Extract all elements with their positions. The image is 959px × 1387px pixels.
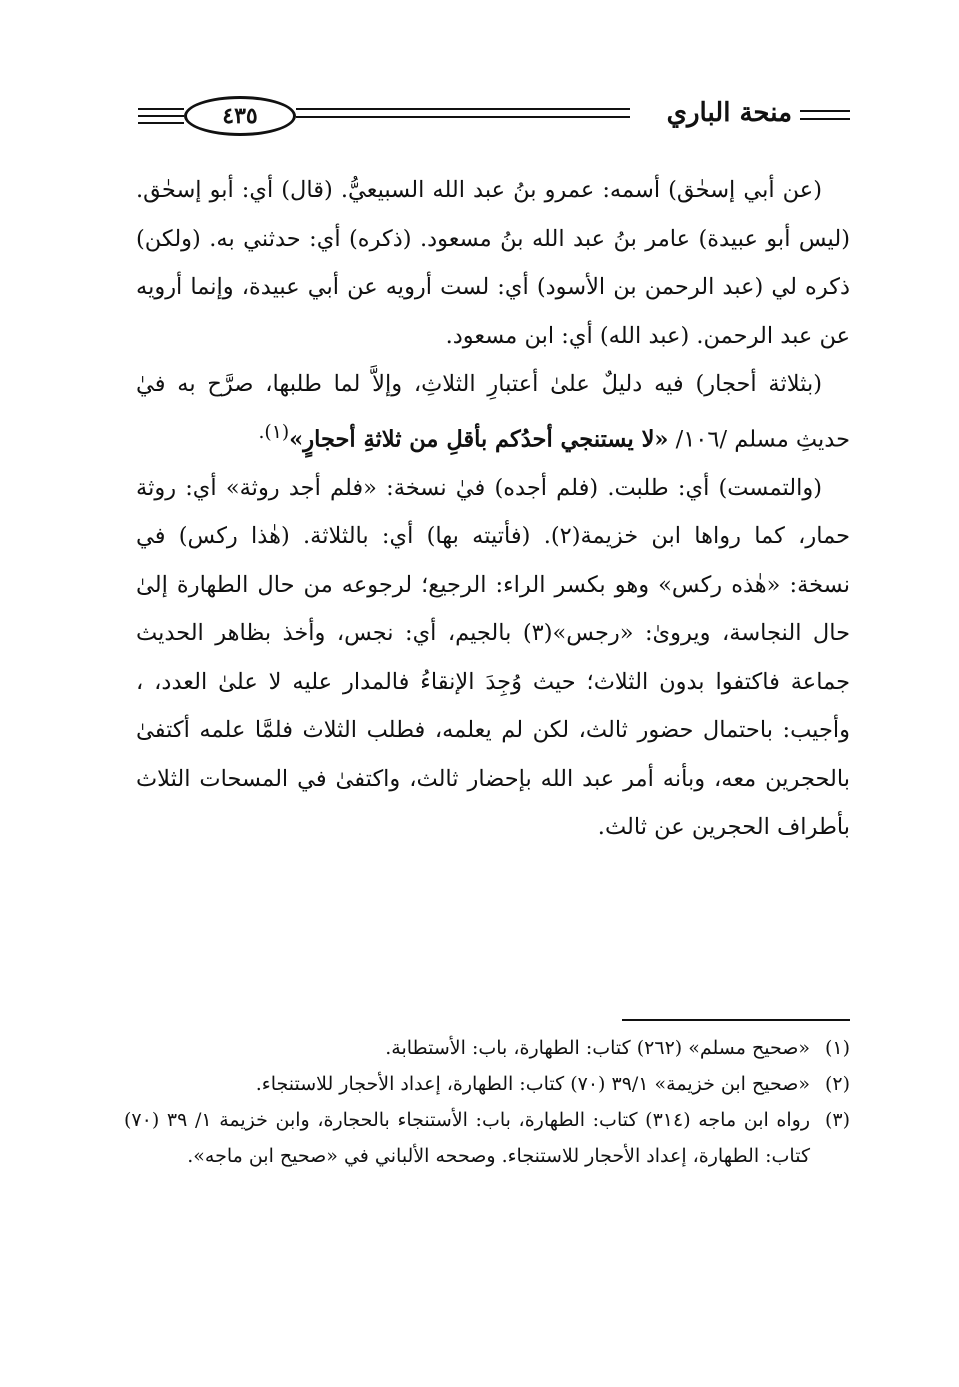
paragraph-2 (136, 360, 850, 464)
header-rule-left-bottom (138, 122, 184, 124)
paragraph-3: (والتمست) أي: طلبت. (فلم أجده) فيٰ نسخة: «فلم أجد روثة» أي: روثة حمار، كما رواها ابن خزيمة(٢). (فأتيته بها) أي: بالثلاثة. (هٰذا ركس) في نسخة: «هٰذه ركس» وهو بكسر الراء: الرجيع؛ لرجوعه من حال الطهارة إلىٰ حال النجاسة، ويرویٰ: «رجس»(٣) بالجيم، أي: نجس، وأخذ بظاهر الحديث جماعة فاكتفوا بدون الثلاث؛ حيث وُجِدَ الإنقاءُ فالمدار عليه لا علىٰ العدد، ، وأجيب: باحتمال حضور ثالث، لكن لم يعلمه، فطلب الثلاث فلمَّا علمه أكتفىٰ بالحجرين معه، وبأنه أمر عبد الله بإحضار ثالث، واكتفىٰ في المسحات الثلاث بأطراف الحجرين عن ثالث. (136, 474, 850, 840)
footnote-separator (622, 1019, 850, 1021)
page-header (138, 88, 850, 144)
header-rule-right-bottom (800, 118, 850, 120)
paragraph-1: (عن أبي إسحٰق) أسمه: عمرو بنُ عبد الله السبيعيُّ. (قال) أي: أبو إسحٰق. (ليس أبو عبيدة) عامر بنُ عبد الله بنُ مسعود. (ذكره) أي: حدثني به. (ولكن) ذكره لي (عبد الرحمن بن الأسود) أي: لست أرويه عن أبي عبيدة، وإنما أرويه عن عبد الرحمن. (عبد الله) أي: ابن مسعود. (136, 177, 850, 349)
paragraph-2-text: (بثلاثة أحجار) فيه دليلٌ علىٰ أعتبارِ الثلاثِ، وإلاَّ لما طلبها، صرَّح به فيٰ حديثِ مسلم /١٠٦/ (136, 371, 850, 452)
main-text (136, 166, 850, 852)
footnote-text: رواه ابن ماجه (٣١٤) كتاب: الطهارة، باب: الأستنجاء بالحجارة، وابن خزيمة ١/ ٣٩ (٧٠) كتاب: الطهارة، إعداد الأحجار للاستنجاء. وصححه الألباني في «صحيح ابن ماجه». (124, 1109, 811, 1167)
page-number-oval (184, 96, 296, 136)
header-rule-center-top (296, 108, 630, 110)
footnote-text: «صحيح ابن خزيمة» ٣٩/١ (٧٠) كتاب: الطهارة، إعداد الأحجار للاستنجاء. (255, 1073, 810, 1095)
footnote-number: (٣) (824, 1109, 850, 1131)
footnote-3 (124, 1102, 850, 1174)
header-rule-center-bottom (296, 116, 630, 118)
header-rule-left-top (138, 108, 184, 110)
hadith-quote: «لا يستنجي أحدُكم بأقلِ من ثلاثةِ أحجارٍ» (289, 426, 669, 452)
footnote-number: (٢) (824, 1073, 850, 1095)
book-title: منحة الباري (666, 98, 792, 128)
footnote-text: «صحيح مسلم» (٢٦٢) كتاب: الطهارة، باب: الأستطابة. (385, 1037, 810, 1059)
footnote-2 (124, 1066, 850, 1102)
header-rule-right-top (800, 110, 850, 112)
page-number: ٤٣٥ (222, 103, 258, 129)
footnote-ref-1: (١). (258, 421, 290, 443)
footnote-1 (124, 1030, 850, 1066)
header-rule-left-mid (138, 115, 184, 117)
footnote-number: (١) (824, 1037, 850, 1059)
footnotes (124, 1030, 850, 1174)
